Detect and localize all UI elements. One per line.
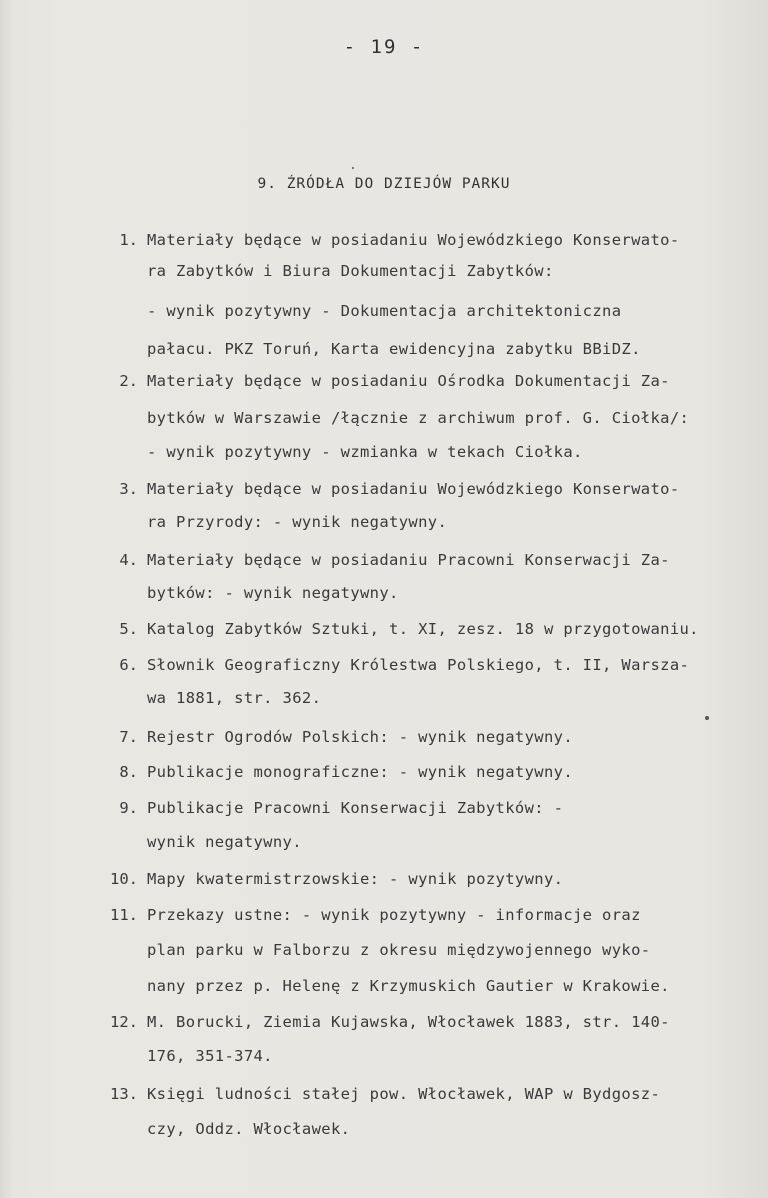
item-number: 2. [119,372,138,390]
item-number: 13. [110,1085,138,1103]
item-line: Rejestr Ogrodów Polskich: - wynik negatywny. [147,728,573,746]
item-line: Księgi ludności stałej pow. Włocławek, WAP w Bydgosz- [147,1085,661,1103]
stray-mark [352,167,354,169]
item-number: 3. [119,480,138,498]
item-number: 9. [119,799,138,817]
item-line: Materiały będące w posiadaniu Wojewódzkiego Konserwato- [147,480,680,498]
item-line: Publikacje Pracowni Konserwacji Zabytków: - [147,799,564,817]
item-line: ra Zabytków i Biura Dokumentacji Zabytków: [147,262,554,280]
item-number: 6. [119,656,138,674]
item-line: - wynik pozytywny - wzmianka w tekach Ciołka. [147,443,583,461]
item-line: Materiały będące w posiadaniu Pracowni Konserwacji Za- [147,551,670,569]
item-number: 1. [119,231,138,249]
item-line: czy, Oddz. Włocławek. [147,1120,351,1138]
item-line: Przekazy ustne: - wynik pozytywny - informacje oraz [147,906,641,924]
stray-mark [705,716,709,720]
page-number: - 19 - [343,36,425,58]
item-line: pałacu. PKZ Toruń, Karta ewidencyjna zabytku BBiDZ. [147,340,641,358]
item-number: 4. [119,551,138,569]
item-line: M. Borucki, Ziemia Kujawska, Włocławek 1883, str. 140- [147,1013,670,1031]
item-line: - wynik pozytywny - Dokumentacja architektoniczna [147,302,622,320]
item-line: bytków w Warszawie /łącznie z archiwum prof. G. Ciołka/: [147,409,690,427]
item-number: 12. [110,1013,138,1031]
item-line: plan parku w Falborzu z okresu międzywojennego wyko- [147,941,651,959]
item-number: 7. [119,728,138,746]
item-line: Materiały będące w posiadaniu Wojewódzkiego Konserwato- [147,231,680,249]
item-line: Katalog Zabytków Sztuki, t. XI, zesz. 18 w przygotowaniu. [147,620,699,638]
item-line: ra Przyrody: - wynik negatywny. [147,513,448,531]
item-line: wynik negatywny. [147,833,302,851]
item-line: Publikacje monograficzne: - wynik negatywny. [147,763,573,781]
item-number: 11. [110,906,138,924]
item-line: 176, 351-374. [147,1047,273,1065]
item-line: bytków: - wynik negatywny. [147,584,399,602]
item-line: Materiały będące w posiadaniu Ośrodka Dokumentacji Za- [147,372,670,390]
item-line: wa 1881, str. 362. [147,689,322,707]
item-number: 10. [110,870,138,888]
item-number: 8. [119,763,138,781]
item-line: Mapy kwatermistrzowskie: - wynik pozytywny. [147,870,564,888]
item-line: nany przez p. Helenę z Krzymuskich Gautier w Krakowie. [147,977,670,995]
item-line: Słownik Geograficzny Królestwa Polskiego, t. II, Warsza- [147,656,690,674]
item-number: 5. [119,620,138,638]
section-heading: 9. ŹRÓDŁA DO DZIEJÓW PARKU [257,176,511,192]
